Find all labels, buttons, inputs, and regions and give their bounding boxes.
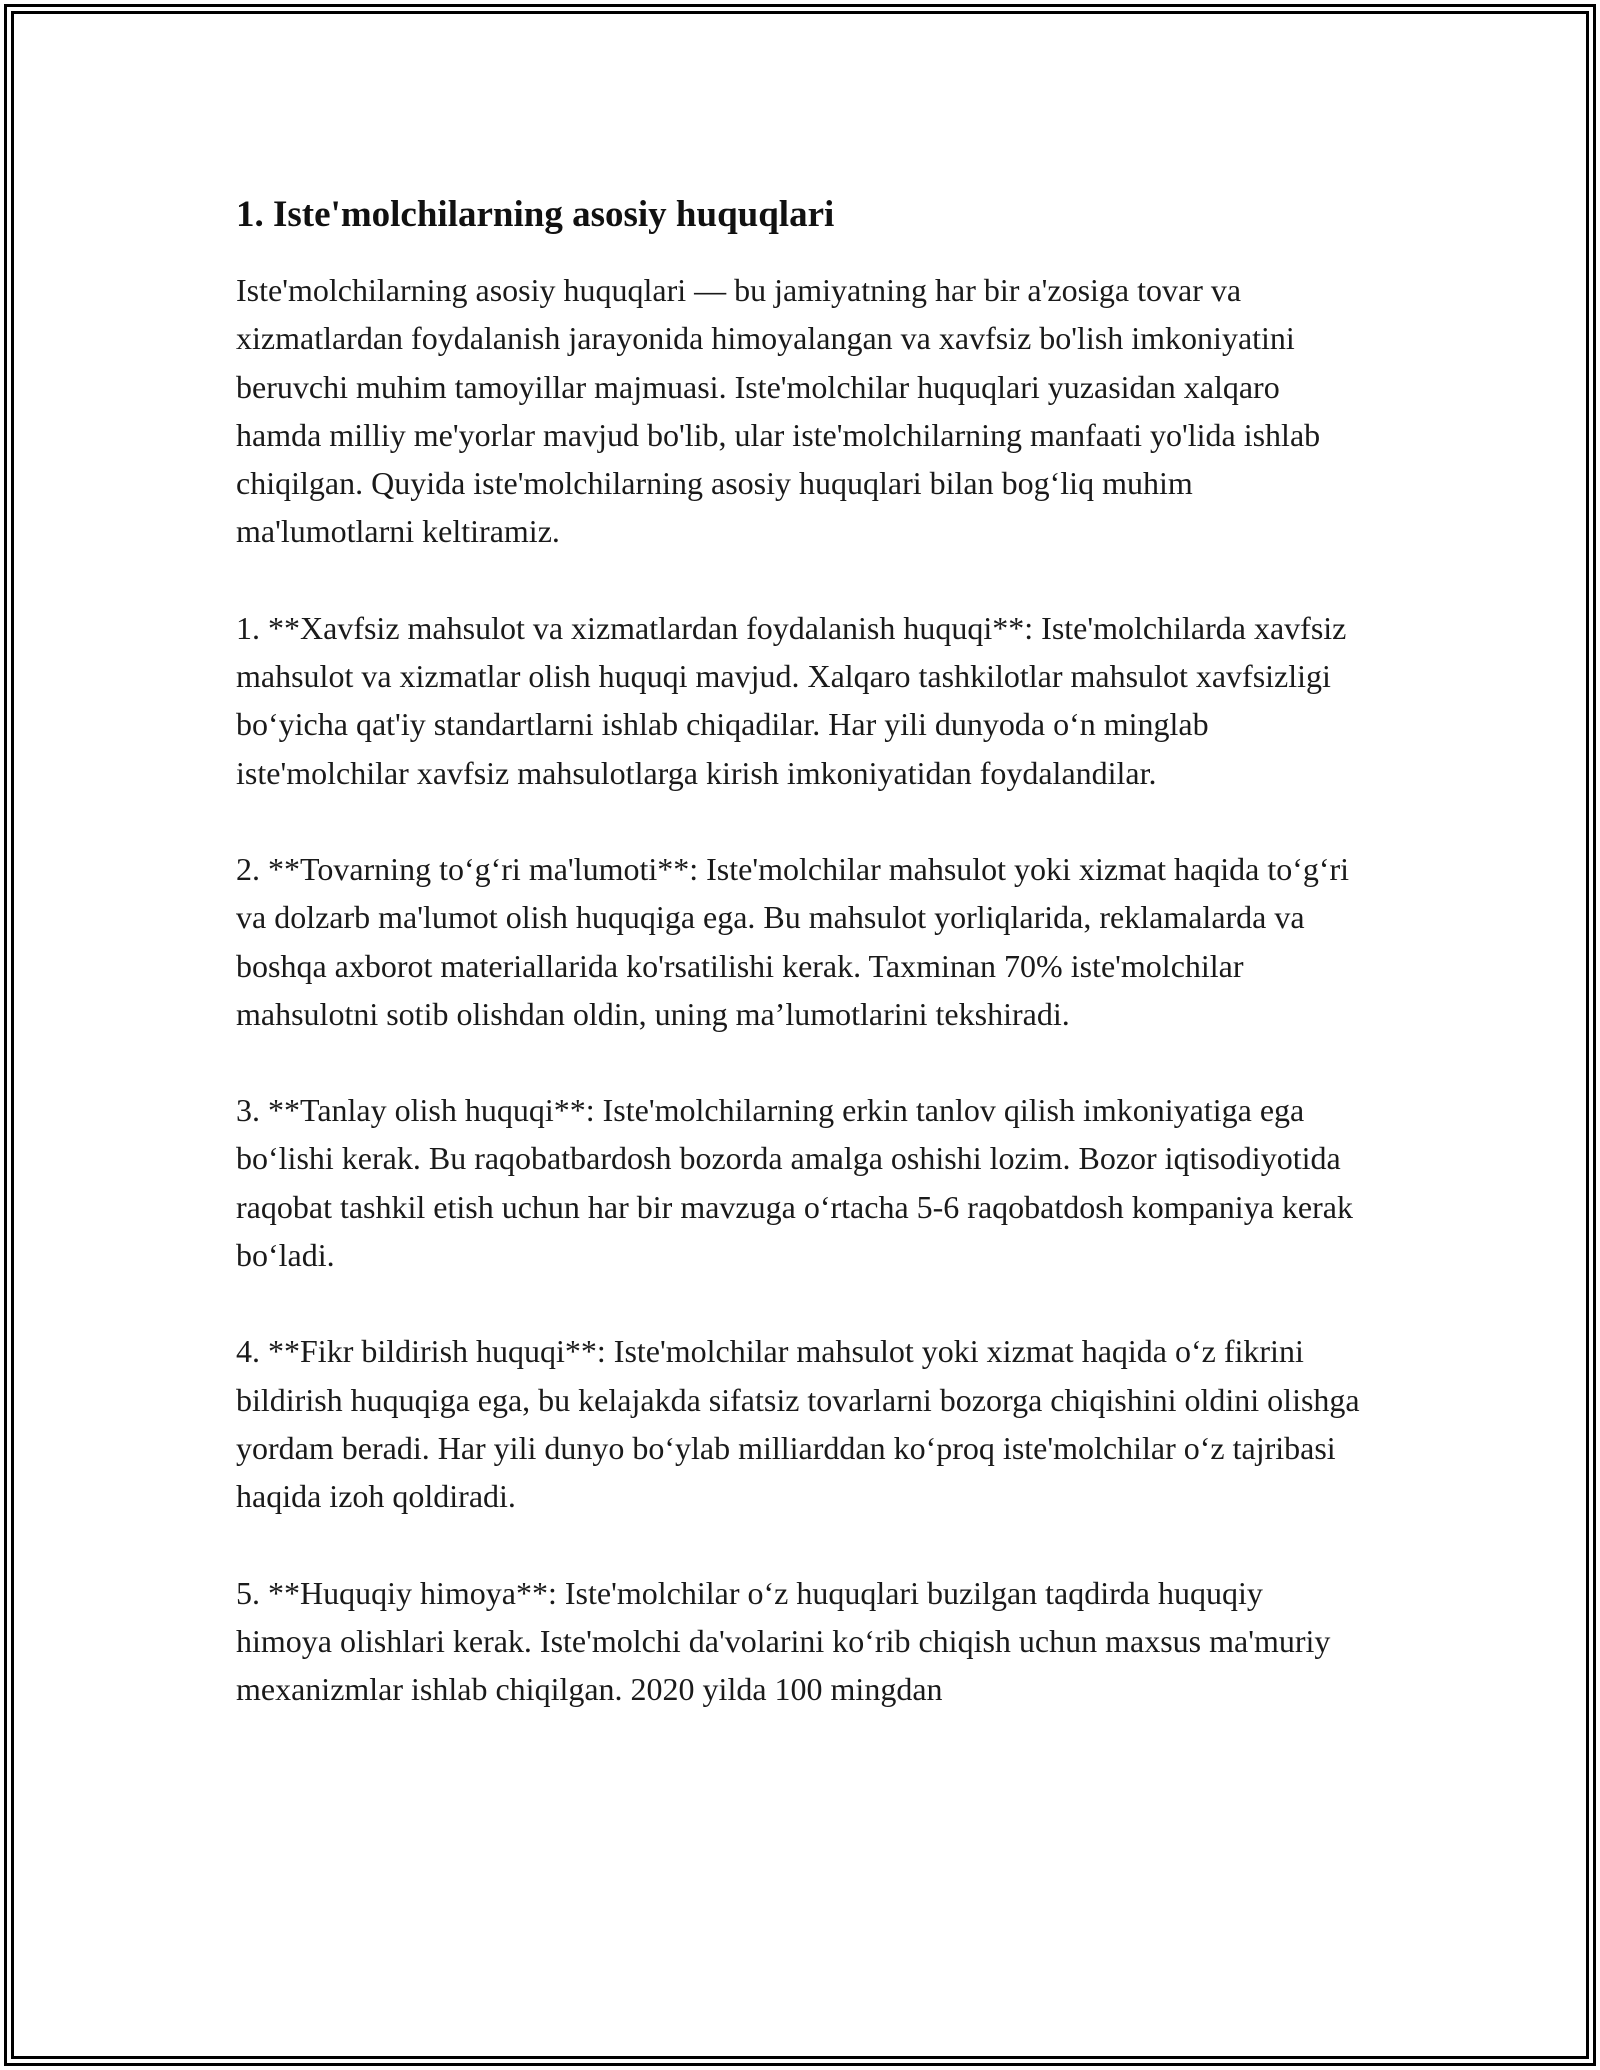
paragraph-right-to-choose: 3. **Tanlay olish huquqi**: Iste'molchilarning erkin tanlov qilish imkoniyatiga ega bo‘lishi kerak. Bu raqobatbardosh bozorda amalga oshishi lozim. Bozor iqtisodiyotida raqobat tashkil etish uchun har bir mavzuga o‘rtacha 5-6 raqobatdosh kompaniya kerak bo‘ladi.: [236, 1092, 1353, 1274]
document-body: [236, 188, 1366, 1761]
paragraph-safe-products: 1. **Xavfsiz mahsulot va xizmatlardan foydalanish huquqi**: Iste'molchilarda xavfsiz mahsulot va xizmatlar olish huquqi mavjud. Xalqaro tashkilotlar mahsulot xavfsizligi bo‘yicha qat'iy standartlarni ishlab chiqadilar. Har yili dunyoda o‘n minglab iste'molchilar xavfsiz mahsulotlarga kirish imkoniyatidan foydalandilar.: [236, 609, 1347, 791]
section-heading: 1. Iste'molchilarning asosiy huquqlari: [236, 194, 835, 235]
paragraph-right-to-feedback: 4. **Fikr bildirish huquqi**: Iste'molchilar mahsulot yoki xizmat haqida o‘z fikrini bildirish huquqiga ega, bu kelajakda sifatsiz tovarlarni bozorga chiqishini oldini olishga yordam beradi. Har yili dunyo bo‘ylab milliarddan ko‘proq iste'molchilar o‘z tajribasi haqida izoh qoldiradi.: [236, 1333, 1360, 1515]
paragraph-legal-protection: 5. **Huquqiy himoya**: Iste'molchilar o‘z huquqlari buzilgan taqdirda huquqiy himoya olishlari kerak. Iste'molchi da'volarini ko‘rib chiqish uchun maxsus ma'muriy mexanizmlar ishlab chiqilgan. 2020 yilda 100 mingdan: [236, 1574, 1331, 1708]
intro-paragraph: Iste'molchilarning asosiy huquqlari — bu jamiyatning har bir a'zosiga tovar va xizmatlardan foydalanish jarayonida himoyalangan va xavfsiz bo'lish imkoniyatini beruvchi muhim tamoyillar majmuasi. Iste'molchilar huquqlari yuzasidan xalqaro hamda milliy me'yorlar mavjud bo'lib, ular iste'molchilarning manfaati yo'lida ishlab chiqilgan. Quyida iste'molchilarning asosiy huquqlari bilan bog‘liq muhim ma'lumotlarni keltiramiz.: [236, 272, 1321, 550]
paragraph-correct-information: 2. **Tovarning to‘g‘ri ma'lumoti**: Iste'molchilar mahsulot yoki xizmat haqida to‘g‘ri va dolzarb ma'lumot olish huquqiga ega. Bu mahsulot yorliqlarida, reklamalarda va boshqa axborot materiallarida ko'rsatilishi kerak. Taxminan 70% iste'molchilar mahsulotni sotib olishdan oldin, uning ma’lumotlarini tekshiradi.: [236, 850, 1350, 1032]
